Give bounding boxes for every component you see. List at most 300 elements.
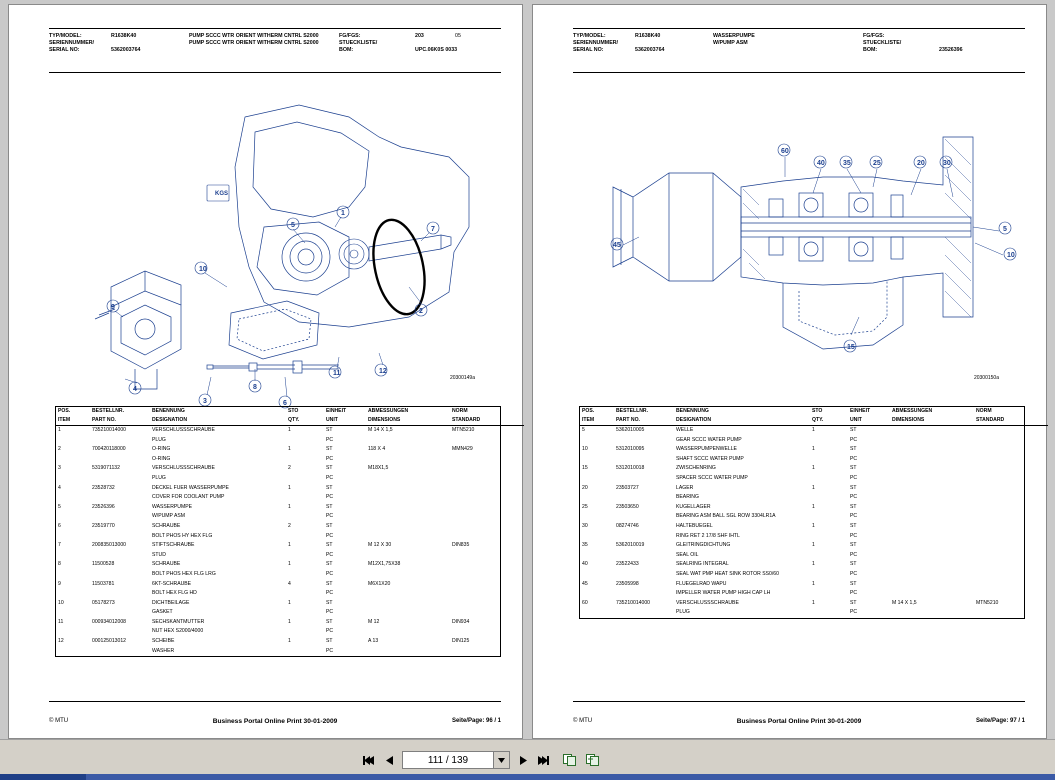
cell-std <box>974 608 1048 618</box>
th-item-r: ITEM <box>580 416 614 426</box>
cell-desig: PLUG <box>152 436 166 443</box>
cell-pos <box>56 512 90 522</box>
cell-pos <box>580 589 614 599</box>
cell-unit: ST <box>326 561 333 568</box>
th-designation: DESIGNATION <box>150 416 286 426</box>
cell-desig: DECKEL FUER WASSERPUMPE <box>152 484 229 491</box>
cell-std: DIN934 <box>452 618 470 625</box>
cell-desig: WASHER <box>152 647 175 654</box>
cell-dim <box>890 560 974 570</box>
cell-dim <box>366 474 450 484</box>
cell-dim: M 12 <box>368 618 380 625</box>
last-page-button[interactable] <box>536 752 550 768</box>
chevron-down-icon[interactable] <box>493 752 509 768</box>
serial-value-r: 5362003764 <box>635 47 665 53</box>
typ-model-label-r: TYP/MODEL: <box>573 33 606 39</box>
cell-std <box>974 445 1048 455</box>
cell-pos: 5 <box>582 427 585 433</box>
table-row <box>56 618 524 628</box>
cell-dim <box>366 551 450 561</box>
cell-part <box>614 570 674 580</box>
cell-qty: 1 <box>288 618 291 625</box>
cell-desig: ZWISCHENRING <box>676 465 716 472</box>
cell-std <box>974 580 1048 590</box>
fg-fgs-label: FG/FGS: <box>339 33 361 39</box>
cell-part <box>90 627 150 637</box>
cell-desig: SPACER SCCC WATER PUMP <box>676 474 748 481</box>
copyright-left: © MTU <box>49 718 69 724</box>
table-row <box>56 580 524 590</box>
document-page-right[interactable] <box>532 4 1047 739</box>
cell-pos: 45 <box>582 580 588 587</box>
cell-unit: PC <box>850 455 858 462</box>
th-standard: STANDARD <box>450 416 524 426</box>
parts-table-body-right <box>580 426 1048 618</box>
table-row <box>56 608 524 618</box>
bom-label-r: BOM: <box>863 47 878 53</box>
table-row <box>580 599 1048 609</box>
cell-pos: 2 <box>58 446 61 453</box>
cell-dim <box>890 484 974 494</box>
cell-desig: VERSCHLUSSSCHRAUBE <box>676 599 739 606</box>
table-row <box>580 512 1048 522</box>
cell-qty <box>810 589 848 599</box>
svg-text:45: 45 <box>613 242 621 249</box>
cell-qty <box>286 551 324 561</box>
cell-qty <box>286 608 324 618</box>
table-row <box>580 474 1048 484</box>
cell-pos: 10 <box>582 446 588 453</box>
footer-rule-right <box>573 701 1025 702</box>
cell-unit: PC <box>326 647 334 654</box>
page-indicator-value[interactable]: 111 / 139 <box>427 754 469 766</box>
drawing-number-left: 20300149a <box>449 375 475 381</box>
cell-unit: PC <box>850 494 858 501</box>
cell-unit: ST <box>326 446 333 453</box>
th-einheit: EINHEIT <box>326 408 347 414</box>
svg-text:40: 40 <box>817 160 825 167</box>
svg-text:60: 60 <box>781 148 789 155</box>
cell-desig: SEALRING INTEGRAL <box>676 561 729 568</box>
cell-qty: 1 <box>812 503 815 510</box>
th-bestellnr: BESTELLNR. <box>92 408 124 414</box>
cell-unit: PC <box>850 609 858 616</box>
table-row <box>580 589 1048 599</box>
cell-desig: SEAL OIL <box>676 551 699 558</box>
cell-pos: 20 <box>582 484 588 491</box>
cell-qty <box>810 474 848 484</box>
cell-dim <box>366 512 450 522</box>
cell-dim <box>366 608 450 618</box>
cell-qty <box>286 570 324 580</box>
cell-desig: PLUG <box>152 474 166 481</box>
cell-qty: 1 <box>288 561 291 568</box>
svg-text:8: 8 <box>253 384 257 391</box>
cell-std <box>450 599 524 609</box>
svg-text:KGS: KGS <box>215 191 229 197</box>
serial-value: 5362003764 <box>111 47 141 53</box>
cell-pos <box>56 551 90 561</box>
th-sto: STO <box>288 408 299 414</box>
cell-desig: SHAFT SCCC WATER PUMP <box>676 455 744 462</box>
cell-dim <box>366 493 450 503</box>
cell-desig: SEAL WAT PMP HEAT SINK ROTOR SS0/60 <box>676 570 779 577</box>
cell-qty <box>286 455 324 465</box>
serial-label-de-r: SERIENNUMMER/ <box>573 40 619 46</box>
fg-code: 05 <box>455 33 461 39</box>
cell-qty <box>810 493 848 503</box>
cell-dim <box>366 484 450 494</box>
cell-std <box>974 589 1048 599</box>
cell-qty: 1 <box>812 599 815 606</box>
th-partno: PART NO. <box>90 416 150 426</box>
cell-unit: PC <box>850 436 858 443</box>
th-pos-r: POS. <box>582 408 595 414</box>
cell-pos: 11 <box>58 618 64 625</box>
svg-text:11: 11 <box>333 370 341 377</box>
cell-unit: ST <box>326 580 333 587</box>
cell-part <box>614 589 674 599</box>
copy-page-icon[interactable] <box>562 752 578 768</box>
cell-std <box>974 570 1048 580</box>
svg-text:15: 15 <box>847 344 855 351</box>
table-row <box>56 522 524 532</box>
serial-label-de: SERIENNUMMER/ <box>49 40 95 46</box>
cell-pos <box>56 455 90 465</box>
cell-pos: 9 <box>58 580 61 587</box>
cell-part <box>614 532 674 542</box>
cell-unit: PC <box>326 455 334 462</box>
model-value: R1638K40 <box>111 33 137 39</box>
typ-model-label: TYP/MODEL: <box>49 33 82 39</box>
cell-dim <box>890 570 974 580</box>
header-bottom-rule-right <box>573 72 1025 73</box>
cell-std <box>974 455 1048 465</box>
cell-part: 5312010095 <box>616 446 645 453</box>
page-header-right <box>573 33 1025 54</box>
table-row <box>580 455 1048 465</box>
cell-std <box>974 464 1048 474</box>
th-abmessungen: ABMESSUNGEN <box>368 408 409 414</box>
cell-part: 700420118000 <box>92 446 126 453</box>
cell-qty <box>810 608 848 618</box>
table-row <box>580 445 1048 455</box>
cell-dim <box>366 570 450 580</box>
cell-desig: KUGELLAGER <box>676 503 711 510</box>
page-selector[interactable] <box>402 751 510 769</box>
document-page-left[interactable] <box>8 4 523 739</box>
cell-pos <box>580 512 614 522</box>
cell-pos <box>56 532 90 542</box>
table-row <box>56 570 524 580</box>
page-container <box>8 4 1047 739</box>
cell-unit: ST <box>326 638 333 645</box>
table-row <box>580 493 1048 503</box>
extract-page-icon[interactable] <box>584 752 600 768</box>
start-button[interactable] <box>0 774 86 780</box>
cell-pos: 15 <box>582 465 588 472</box>
header-bottom-rule <box>49 72 501 73</box>
cell-qty: 1 <box>812 427 815 433</box>
cell-dim: M 14 X 1,5 <box>892 599 917 606</box>
cell-dim <box>366 522 450 532</box>
cell-std <box>450 589 524 599</box>
cell-qty: 1 <box>812 465 815 472</box>
cell-std <box>974 503 1048 513</box>
cell-std <box>974 532 1048 542</box>
svg-text:5: 5 <box>1003 226 1007 233</box>
stueckliste-label-r: STUECKLISTE/ <box>863 40 902 46</box>
table-row <box>580 503 1048 513</box>
bom-label: BOM: <box>339 47 354 53</box>
th-dimensions: DIMENSIONS <box>366 416 450 426</box>
cell-part <box>90 493 150 503</box>
cell-dim <box>890 493 974 503</box>
cell-desig: BOLT PHOS HEX FLG LRG <box>152 570 216 577</box>
cell-part <box>90 589 150 599</box>
fg-value: 203 <box>415 33 424 39</box>
cell-pos <box>580 532 614 542</box>
header-top-rule-right <box>573 28 1025 29</box>
th-item: ITEM <box>56 416 90 426</box>
cell-std: MTN5210 <box>452 427 475 433</box>
cell-unit: ST <box>850 522 857 529</box>
cell-pos <box>56 647 90 657</box>
cell-desig: GLEITRINGDICHTUNG <box>676 542 731 549</box>
table-row <box>56 647 524 657</box>
cell-desig: FLUEGELRAD WAPU <box>676 580 727 587</box>
th-benennung: BENENNUNG <box>152 408 185 414</box>
exploded-view-drawing <box>49 77 501 407</box>
cell-part: 05178273 <box>92 599 115 606</box>
cell-unit: ST <box>326 522 333 529</box>
cell-dim: A 13 <box>368 638 379 645</box>
cell-qty <box>810 455 848 465</box>
cell-std <box>450 493 524 503</box>
cell-std <box>450 512 524 522</box>
cell-unit: ST <box>850 580 857 587</box>
cell-pos <box>580 455 614 465</box>
cell-part: 08274746 <box>616 522 639 529</box>
section-view-drawing <box>573 77 1025 387</box>
cell-desig: GEAR SCCC WATER PUMP <box>676 436 742 443</box>
th-dimensions-r: DIMENSIONS <box>890 416 974 426</box>
cell-part: 5362010019 <box>616 542 645 549</box>
cell-part <box>90 474 150 484</box>
cell-part: 11503781 <box>92 580 115 587</box>
footer-title-right: Business Portal Online Print 30-01-2009 <box>736 718 862 725</box>
cell-desig: SCHRAUBE <box>152 522 181 529</box>
first-page-button[interactable] <box>362 752 376 768</box>
th-pos: POS. <box>58 408 71 414</box>
cell-qty <box>286 512 324 522</box>
cell-unit: PC <box>326 494 334 501</box>
svg-text:3: 3 <box>203 398 207 405</box>
cell-pos <box>580 608 614 618</box>
cell-desig: O-RING <box>152 455 171 462</box>
cell-part <box>90 608 150 618</box>
cell-desig: SECHSKANTMUTTER <box>152 618 205 625</box>
table-row <box>580 484 1048 494</box>
cell-std <box>450 484 524 494</box>
cell-qty: 1 <box>288 427 291 433</box>
table-row <box>56 436 524 446</box>
table-row <box>56 474 524 484</box>
cell-dim: M 12 X 30 <box>368 542 392 549</box>
cell-unit: ST <box>326 427 333 433</box>
cell-dim <box>890 474 974 484</box>
cell-desig: HALTEBUEGEL <box>676 522 713 529</box>
cell-qty <box>810 436 848 446</box>
cell-dim <box>890 445 974 455</box>
cell-qty: 2 <box>288 465 291 472</box>
cell-std <box>450 455 524 465</box>
cell-unit: PC <box>326 532 334 539</box>
cell-dim: 118 X 4 <box>368 446 386 453</box>
cell-qty: 1 <box>812 484 815 491</box>
cell-std <box>974 426 1048 436</box>
cell-unit: PC <box>850 551 858 558</box>
cell-pos <box>580 551 614 561</box>
model-value-r: R1638K40 <box>635 33 661 39</box>
cell-part: 23526396 <box>92 503 115 510</box>
assembly-desc-en-r: W/PUMP ASM <box>713 40 748 46</box>
cell-desig: BEARING <box>676 494 699 501</box>
serial-label-en: SERIAL NO: <box>49 47 80 53</box>
cell-part <box>90 455 150 465</box>
cell-qty <box>810 551 848 561</box>
table-row <box>56 484 524 494</box>
cell-unit: ST <box>326 542 333 549</box>
table-row <box>56 627 524 637</box>
cell-qty: 2 <box>288 522 291 529</box>
cell-pos: 12 <box>58 638 64 645</box>
th-designation-r: DESIGNATION <box>674 416 810 426</box>
cell-pos: 10 <box>58 599 64 606</box>
th-unit: UNIT <box>324 416 366 426</box>
svg-text:10: 10 <box>199 266 207 273</box>
cell-qty: 4 <box>288 580 291 587</box>
svg-text:12: 12 <box>379 368 387 375</box>
cell-qty: 1 <box>288 503 291 510</box>
table-row <box>580 522 1048 532</box>
svg-text:35: 35 <box>843 160 851 167</box>
cell-dim <box>890 512 974 522</box>
cell-dim <box>366 647 450 657</box>
cell-pos <box>56 608 90 618</box>
cell-part <box>614 455 674 465</box>
table-row <box>580 551 1048 561</box>
cell-desig: BEARING ASM BALL SGL ROW 3304LR1A <box>676 513 776 520</box>
cell-unit: PC <box>850 513 858 520</box>
cell-desig: SCHEIBE <box>152 638 175 645</box>
svg-text:25: 25 <box>873 160 881 167</box>
cell-std <box>450 503 524 513</box>
cell-desig: RING RET 2 17/8 SHF IHTL <box>676 532 740 539</box>
cell-std <box>974 551 1048 561</box>
cell-qty: 1 <box>812 522 815 529</box>
table-row <box>56 637 524 647</box>
cell-desig: STUD <box>152 551 166 558</box>
th-unit-r: UNIT <box>848 416 890 426</box>
cell-pos <box>580 474 614 484</box>
svg-text:5: 5 <box>291 222 295 229</box>
cell-unit: PC <box>326 474 334 481</box>
cell-unit: PC <box>326 436 334 443</box>
cell-pos <box>56 493 90 503</box>
fg-code-r <box>979 33 1025 40</box>
cell-unit: ST <box>850 465 857 472</box>
cell-unit: ST <box>850 427 857 433</box>
cell-dim <box>366 589 450 599</box>
previous-page-button[interactable] <box>382 752 396 768</box>
th-partno-r: PART NO. <box>614 416 674 426</box>
bom-value: UPC.06K0S 0033 <box>415 47 458 53</box>
cell-pos: 3 <box>58 465 61 472</box>
cell-unit: PC <box>326 628 334 635</box>
cell-qty <box>810 570 848 580</box>
cell-part: 200835013000 <box>92 542 126 549</box>
cell-qty <box>286 532 324 542</box>
cell-qty: 1 <box>812 561 815 568</box>
cell-unit: PC <box>850 474 858 481</box>
cell-desig: BOLT PHOS HY HEX FLG <box>152 532 213 539</box>
table-row <box>56 445 524 455</box>
cell-unit: ST <box>850 503 857 510</box>
assembly-desc-en: PUMP SCCC WTR ORIENT WITHERM CNTRL S2000 <box>189 40 319 46</box>
cell-part <box>90 532 150 542</box>
th-bestellnr-r: BESTELLNR. <box>616 408 648 414</box>
cell-std <box>450 532 524 542</box>
svg-text:6: 6 <box>283 400 287 407</box>
cell-desig: 6KT-SCHRAUBE <box>152 580 192 587</box>
cell-dim <box>890 522 974 532</box>
svg-text:2: 2 <box>419 308 423 315</box>
next-page-button[interactable] <box>516 752 530 768</box>
fg-value-r <box>939 33 979 40</box>
table-row <box>56 426 524 436</box>
cell-desig: VERSCHLUSSSCHRAUBE <box>152 465 215 472</box>
cell-std: MTN5210 <box>976 599 999 606</box>
table-row <box>56 541 524 551</box>
th-qty: QTY. <box>286 416 324 426</box>
cell-pos: 6 <box>58 522 61 529</box>
cell-pos: 35 <box>582 542 588 549</box>
cell-qty <box>810 512 848 522</box>
th-norm: NORM <box>452 408 468 414</box>
cell-part <box>90 551 150 561</box>
th-einheit-r: EINHEIT <box>850 408 871 414</box>
cell-pos <box>580 570 614 580</box>
cell-qty: 1 <box>288 446 291 453</box>
cell-part: 23519770 <box>92 522 115 529</box>
cell-qty: 1 <box>288 542 291 549</box>
bom-value-r: 23526396 <box>939 47 963 53</box>
cell-std <box>450 580 524 590</box>
cell-unit: PC <box>850 532 858 539</box>
svg-text:10: 10 <box>1007 252 1015 259</box>
cell-std <box>450 436 524 446</box>
table-row <box>580 464 1048 474</box>
cell-part: 23528732 <box>92 484 115 491</box>
cell-dim <box>890 436 974 446</box>
parts-table-right <box>579 406 1025 619</box>
cell-pos: 40 <box>582 561 588 568</box>
cell-unit: ST <box>850 599 857 606</box>
cell-part <box>614 551 674 561</box>
cell-desig: SCHRAUBE <box>152 561 181 568</box>
cell-desig: STIFTSCHRAUBE <box>152 542 195 549</box>
